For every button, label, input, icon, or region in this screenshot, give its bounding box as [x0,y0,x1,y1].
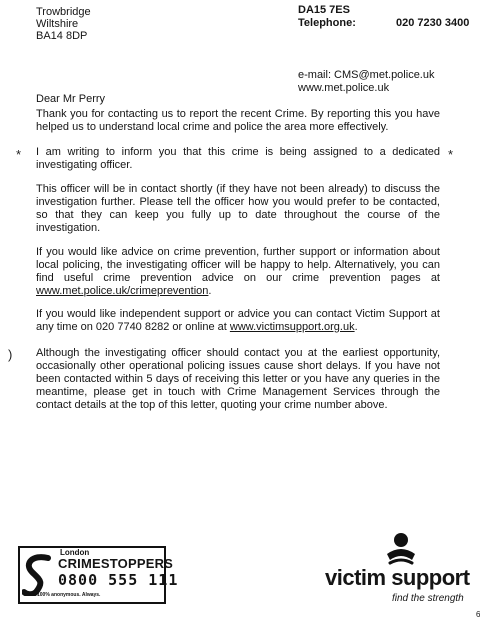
contact-email: e-mail: CMS@met.police.uk [298,69,435,81]
victim-support-end: . [354,321,358,333]
handwritten-star-left: * [16,147,22,162]
crime-prevention-end: . [208,285,212,297]
crime-prevention-link[interactable]: www.met.police.uk/crimeprevention [36,285,209,297]
crimestoppers-tagline: 100% anonymous. Always. [37,592,101,598]
address-line-county: Wiltshire [36,18,79,30]
paragraph-crime-prevention [36,246,440,298]
crime-prevention-text: If you would like advice on crime prevention, further support or information about local policing, the investigating officer will be happy to help. Alternatively, you can find useful crime prevention advice on our crime prevention pages at [36,246,440,284]
telephone-label: Telephone: [298,16,356,29]
victim-support-emblem-icon [384,530,418,568]
paragraph-officer-contact: This officer will be in contact shortly (if they have not been already) to discuss the investigation further. Please tell the officer how you would prefer to be contacted, so that they can keep you fully up to date throughout the course of the investigation. [36,183,440,234]
crimestoppers-phone: 0800 555 111 [58,571,179,589]
victim-support-wordmark: victim support [325,565,470,590]
contact-website: www.met.police.uk [298,82,390,94]
greeting: Dear Mr Perry [36,93,106,105]
telephone-value: 020 7230 3400 [396,16,470,29]
paragraph-victim-support [36,308,440,334]
paragraph-assignment: I am writing to inform you that this crime is being assigned to a dedicated investigating officer. [36,146,440,171]
crimestoppers-name: CRIMESTOPPERS [58,556,174,571]
victim-support-tagline: find the strength [392,593,464,604]
crimestoppers-london: London [60,548,90,557]
handwritten-bracket: ) [8,347,13,362]
handwritten-star-right: * [448,147,454,162]
telephone-row [298,17,469,30]
sender-address [36,6,91,42]
reference-block [298,4,469,29]
address-line-postcode: BA14 8DP [36,30,88,42]
contact-block [298,69,434,95]
page-edge-mark: 6 [476,610,480,619]
paragraph-delays: Although the investigating officer should contact you at the earliest opportunity, occasionally other operational policing issues cause short delays. If you have not been contacted within 5 days of receiving this letter or you have any queries in the meantime, please get in touch with Crime Management Services through the contact details at the top of this letter, quoting your crime number above. [36,347,440,411]
paragraph-thanks: Thank you for contacting us to report the recent Crime. By reporting this you have helped us to understand local crime and police the area more effectively. [36,108,440,133]
victim-support-link[interactable]: www.victimsupport.org.uk [229,321,355,333]
address-line-town: Trowbridge [36,6,91,18]
victim-support-text: If you would like independent support or advice you can contact Victim Support at any time on 020 7740 8282 or online at [36,308,440,333]
reference-postcode: DA15 7ES [298,4,350,16]
crimestoppers-swirl-icon [22,552,52,596]
